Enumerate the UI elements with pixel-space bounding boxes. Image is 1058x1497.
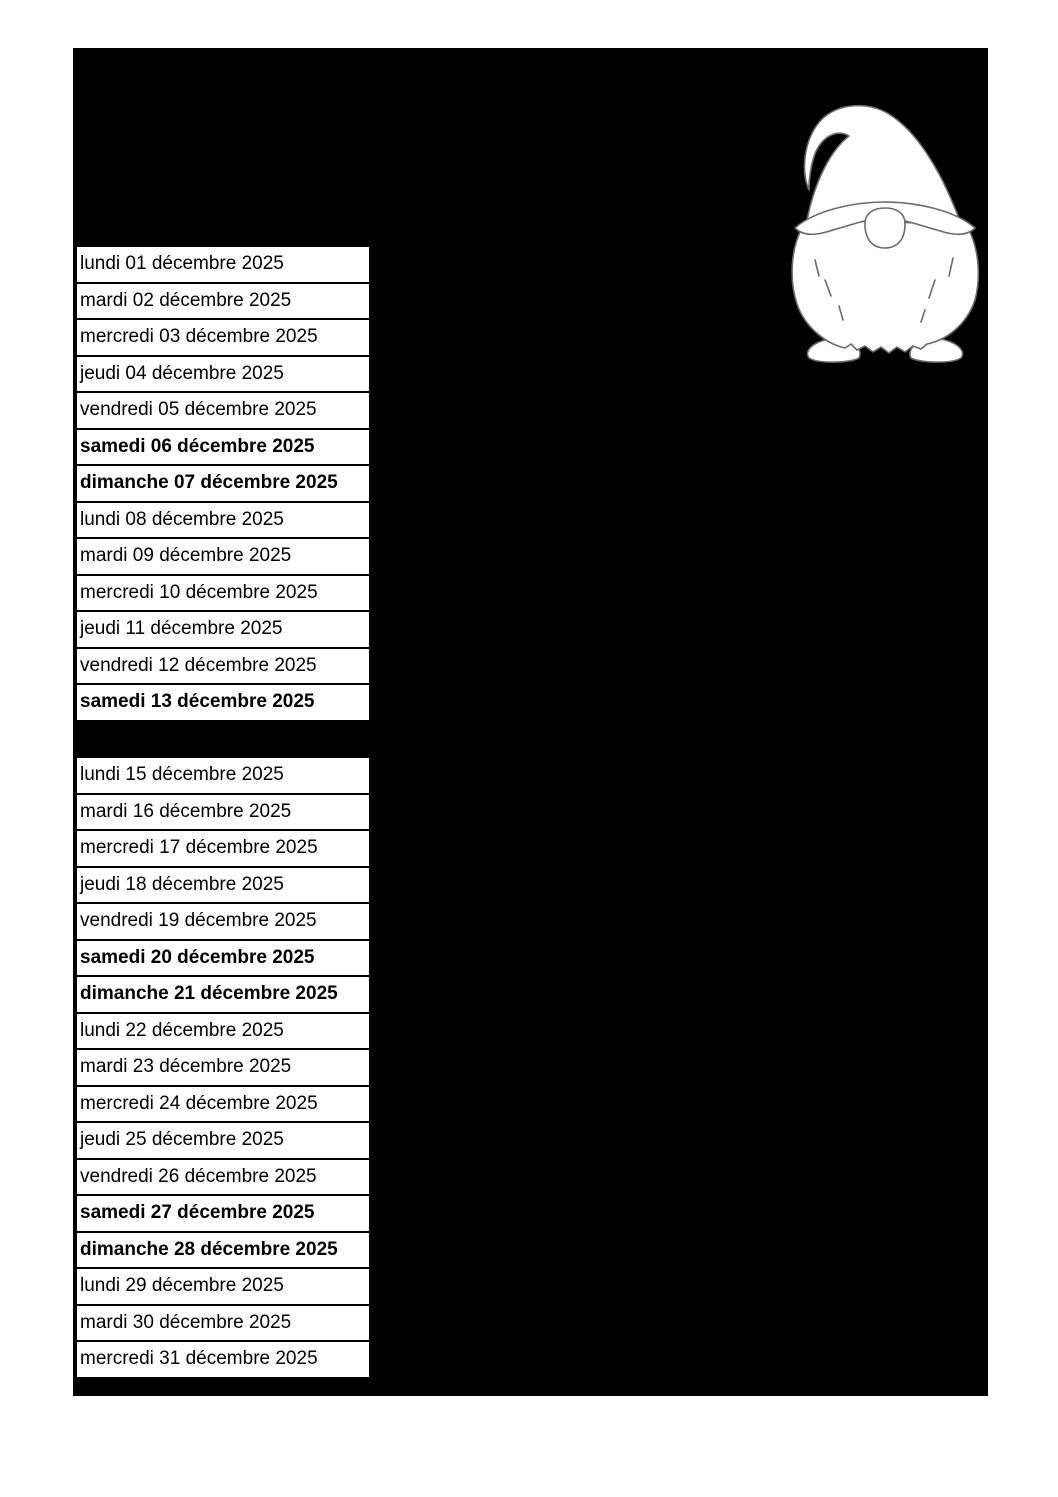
- gnome-nose: [865, 208, 905, 248]
- weekend-day-cell: dimanche 21 décembre 2025: [77, 975, 369, 1012]
- weekday-day-cell: mercredi 31 décembre 2025: [77, 1340, 369, 1377]
- weekday-day-cell: mardi 02 décembre 2025: [77, 282, 369, 319]
- weekday-day-cell: lundi 15 décembre 2025: [77, 756, 369, 793]
- weekday-day-cell: mardi 23 décembre 2025: [77, 1048, 369, 1085]
- calendar-sheet: [73, 48, 988, 1396]
- weekday-day-cell: mardi 09 décembre 2025: [77, 537, 369, 574]
- weekend-day-cell: samedi 27 décembre 2025: [77, 1194, 369, 1231]
- weekday-day-cell: mardi 30 décembre 2025: [77, 1304, 369, 1341]
- weekend-day-cell: samedi 06 décembre 2025: [77, 428, 369, 465]
- weekend-day-cell: samedi 13 décembre 2025: [77, 683, 369, 720]
- weekday-day-cell: jeudi 18 décembre 2025: [77, 866, 369, 903]
- weekday-day-cell: vendredi 19 décembre 2025: [77, 902, 369, 939]
- weekday-day-cell: jeudi 04 décembre 2025: [77, 355, 369, 392]
- weekday-day-cell: jeudi 11 décembre 2025: [77, 610, 369, 647]
- weekday-day-cell: lundi 01 décembre 2025: [77, 245, 369, 282]
- weekday-day-cell: vendredi 05 décembre 2025: [77, 391, 369, 428]
- gnome-icon: [785, 100, 985, 370]
- weekend-day-cell: samedi 20 décembre 2025: [77, 939, 369, 976]
- weekday-day-cell: lundi 22 décembre 2025: [77, 1012, 369, 1049]
- weekday-day-cell: mercredi 17 décembre 2025: [77, 829, 369, 866]
- weekday-day-cell: lundi 08 décembre 2025: [77, 501, 369, 538]
- weekday-day-cell: lundi 29 décembre 2025: [77, 1267, 369, 1304]
- weekday-day-cell: jeudi 25 décembre 2025: [77, 1121, 369, 1158]
- weekday-day-cell: mercredi 03 décembre 2025: [77, 318, 369, 355]
- dates-list-second: [77, 756, 369, 1377]
- weekday-day-cell: mercredi 10 décembre 2025: [77, 574, 369, 611]
- weekday-day-cell: vendredi 26 décembre 2025: [77, 1158, 369, 1195]
- dates-list-first: [77, 245, 369, 720]
- weekday-day-cell: mardi 16 décembre 2025: [77, 793, 369, 830]
- weekend-day-cell: dimanche 07 décembre 2025: [77, 464, 369, 501]
- weekday-day-cell: vendredi 12 décembre 2025: [77, 647, 369, 684]
- weekend-day-cell: dimanche 28 décembre 2025: [77, 1231, 369, 1268]
- weekday-day-cell: mercredi 24 décembre 2025: [77, 1085, 369, 1122]
